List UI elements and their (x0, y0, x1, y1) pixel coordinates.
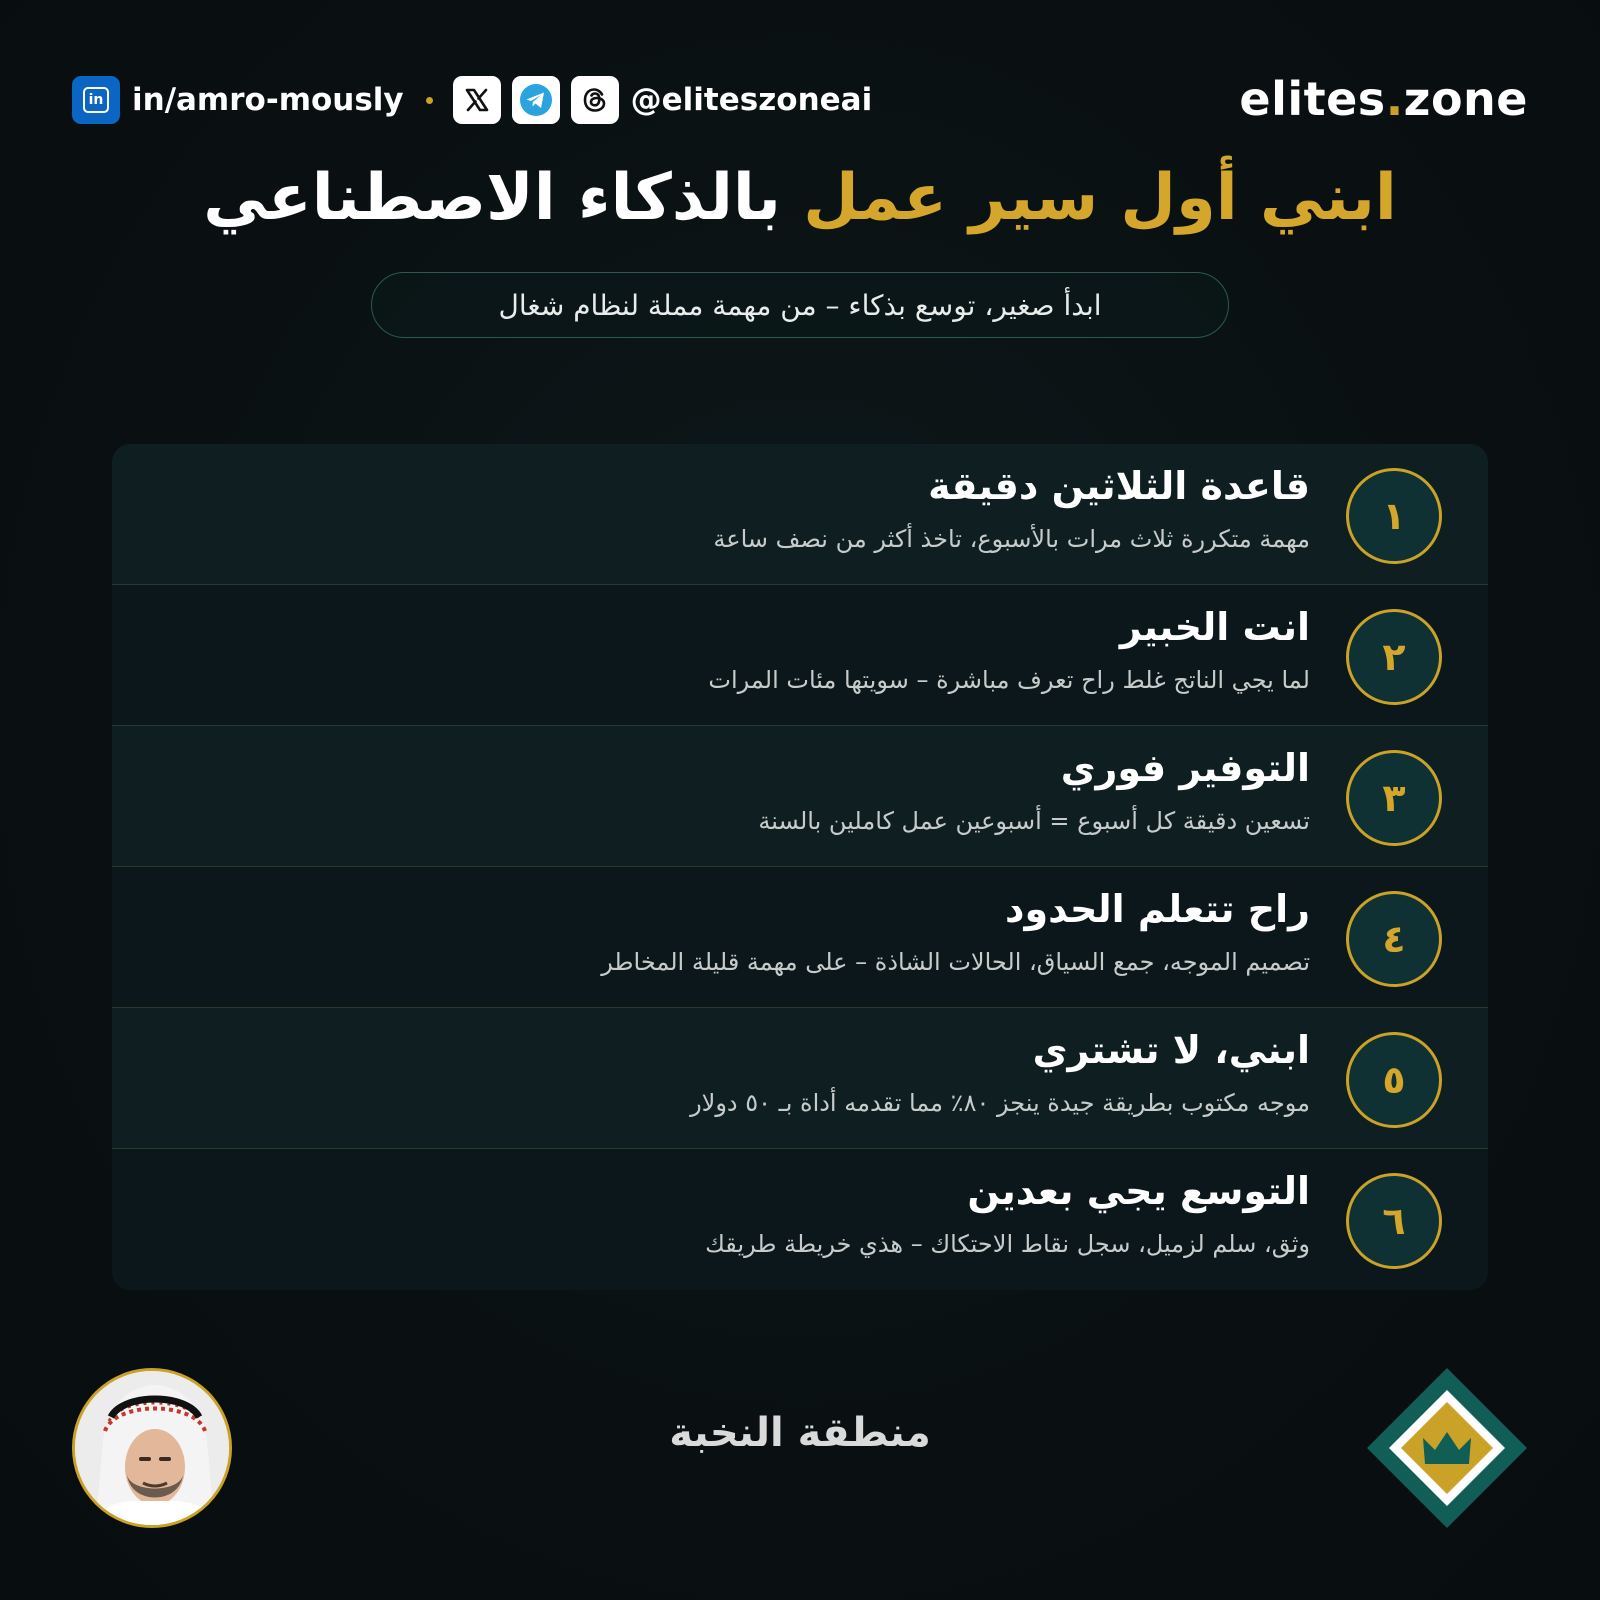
step-description: موجه مكتوب بطريقة جيدة ينجز ٨٠٪ مما تقدمه أداة بـ ٥٠ دولار (690, 1089, 1310, 1117)
step-title: قاعدة الثلاثين دقيقة (928, 464, 1310, 508)
telegram-icon[interactable] (512, 76, 560, 124)
threads-icon[interactable] (571, 76, 619, 124)
step-description: لما يجي الناتج غلط راح تعرف مباشرة – سويتها مئات المرات (708, 666, 1310, 694)
footer-label: منطقة النخبة (669, 1410, 931, 1456)
step-title: راح تتعلم الحدود (1004, 887, 1310, 931)
step-number-badge: ٣ (1346, 750, 1442, 846)
social-handle[interactable]: @eliteszoneai (630, 82, 873, 118)
step-number-badge: ٥ (1346, 1032, 1442, 1128)
linkedin-icon[interactable]: in (72, 76, 120, 124)
list-item (112, 867, 1488, 1008)
brand-logo-text[interactable] (1239, 72, 1528, 126)
list-item (112, 1149, 1488, 1290)
step-number-badge: ١ (1346, 468, 1442, 564)
steps-list (112, 444, 1488, 1290)
list-item (112, 585, 1488, 726)
step-description: تصميم الموجه، جمع السياق، الحالات الشاذة – على مهمة قليلة المخاطر (601, 948, 1310, 976)
x-icon[interactable] (453, 76, 501, 124)
step-description: وثق، سلم لزميل، سجل نقاط الاحتكاك – هذي خريطة طريقك (705, 1230, 1310, 1258)
brand-dot: . (1385, 72, 1404, 126)
step-description: مهمة متكررة ثلاث مرات بالأسبوع، تاخذ أكثر من نصف ساعة (713, 525, 1310, 553)
title-gold-part: ابني أول سير عمل (803, 161, 1397, 235)
separator-dot (426, 97, 433, 104)
list-item (112, 444, 1488, 585)
step-number-badge: ٤ (1346, 891, 1442, 987)
social-links (72, 76, 872, 124)
subtitle-text: ابدأ صغير، توسع بذكاء – من مهمة مملة لنظام شغال (498, 288, 1102, 322)
step-title: التوسع يجي بعدين (967, 1169, 1310, 1213)
linkedin-handle[interactable]: in/amro-mously (132, 82, 404, 118)
brand-part-2: zone (1403, 72, 1528, 126)
title-white-part: بالذكاء الاصطناعي (203, 161, 781, 235)
list-item (112, 726, 1488, 867)
step-number-badge: ٢ (1346, 609, 1442, 705)
step-title: التوفير فوري (1060, 746, 1310, 790)
crown-diamond-logo[interactable] (1367, 1368, 1527, 1528)
subtitle-pill (371, 272, 1229, 338)
step-title: ابني، لا تشتري (1032, 1028, 1310, 1072)
page-title (0, 158, 1600, 238)
list-item (112, 1008, 1488, 1149)
step-title: انت الخبير (1119, 605, 1310, 649)
brand-part-1: elites (1239, 72, 1386, 126)
header (72, 72, 1528, 128)
step-number-badge: ٦ (1346, 1173, 1442, 1269)
step-description: تسعين دقيقة كل أسبوع = أسبوعين عمل كاملين بالسنة (758, 807, 1310, 835)
